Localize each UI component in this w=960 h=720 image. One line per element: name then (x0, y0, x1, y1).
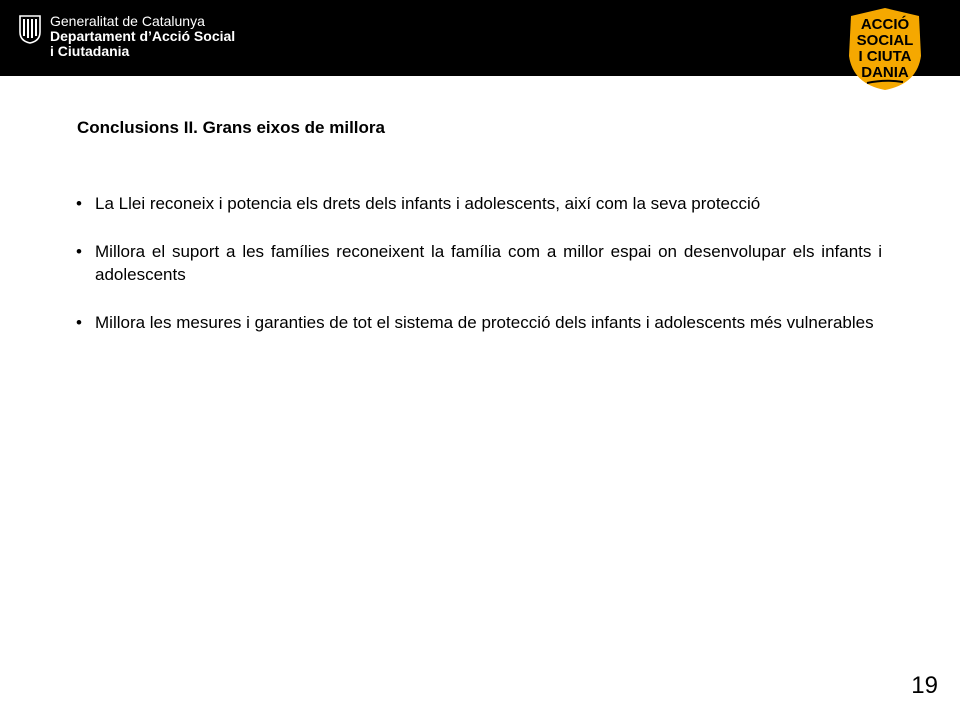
badge-line-4: DANIA (861, 64, 909, 81)
organization-name (50, 14, 235, 59)
bullet-marker: • (76, 313, 82, 332)
org-line-1: Generalitat de Catalunya (50, 13, 205, 29)
accio-social-badge (847, 6, 923, 92)
bullet-marker: • (76, 194, 82, 213)
org-line-3: i Ciutadania (50, 43, 130, 59)
bullet-marker: • (76, 242, 82, 261)
badge-line-2: SOCIAL (856, 32, 914, 49)
bullet-item (74, 311, 882, 334)
badge-line-3: I CIUTA (858, 48, 912, 65)
bullet-list (74, 192, 882, 359)
bullet-item (74, 192, 882, 215)
page-number: 19 (911, 672, 938, 699)
bullet-item (74, 240, 882, 286)
bullet-text: Millora el suport a les famílies reconeixent la família com a millor espai on desenvolupar els infants i adolescents (95, 242, 882, 284)
bullet-text: La Llei reconeix i potencia els drets dels infants i adolescents, així com la seva protecció (95, 194, 761, 213)
badge-line-1: ACCIÓ (860, 16, 910, 33)
org-line-2: Departament d’Acció Social (50, 28, 236, 44)
slide-title: Conclusions II. Grans eixos de millora (77, 118, 385, 137)
generalitat-logo-icon (18, 14, 42, 44)
header-bar (0, 0, 960, 81)
bullet-text: Millora les mesures i garanties de tot el sistema de protecció dels infants i adolescents més vulnerables (95, 313, 874, 332)
